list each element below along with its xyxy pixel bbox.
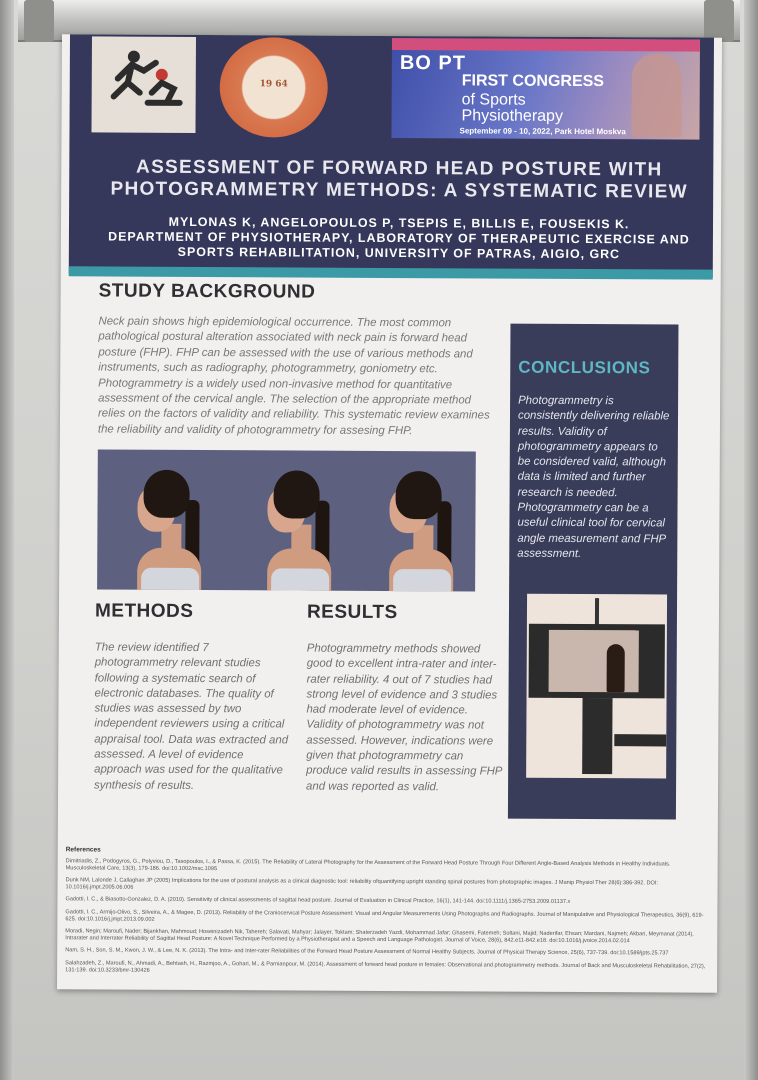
results-heading: RESULTS <box>306 601 398 624</box>
seal-year: 19 64 <box>259 79 288 90</box>
methods-text: The review identified 7 photogrammetry relevant studies following a systematic search of electronic databases. The quality of studies was assessed by two independent reviewers using a critical appraisal tool. Data was extracted and assessed. A level of evidence approach was used for the qualitative synthesis of results. <box>94 641 289 792</box>
poster <box>57 34 722 992</box>
authors-block <box>89 214 709 262</box>
reference-item: Moradi, Negin; Maroufi, Nader; Bijankhan, Mahmoud; Hoseinizadeh Nik, Tahereh; Salavati, Mahyar; Jalayer, Toktam; Shaterzadeh Yazdi, Mohammad Jafar; Ghasemi, Fatemeh; Soltani, Majid; Naderifar, Ehsan; Mardani, Najmeh; Akbari, Meymanat (2014). Intrarater and Interrater Reliability of Sagittal Head Posture: A Novel Technique Performed by a Physiotherapist and a Speech and Language Pathologist. Journal of Voice, 28(6), 842.e11-842.e18. doi:10.1016/j.jvoice.2014.02.014 <box>65 928 694 945</box>
results-text: Photogrammetry methods showed good to excellent intra-rater and inter-rater reliability. 4 out of 7 studies had strong level of evidence and 3 studies had moderate level of evidence. Validity of photogrammetry was not assessed. However, indications were given that photogrammetry can produce valid results in assessing FHP and was reported as valid. <box>306 642 503 793</box>
congress-title-line1: FIRST CONGRESS <box>461 72 605 91</box>
rail-cap-left <box>24 0 54 42</box>
lab-logo <box>91 36 196 133</box>
conclusions-heading: CONCLUSIONS <box>518 357 651 378</box>
reference-item: Dimitriadis, Z., Podogyros, G., Polyviou, D., Tasopoulos, I., & Passa, K. (2015). The Reliability of Lateral Photography for the Assessment of the Forward Head Posture Through Four Different Angle-Based Analysis Methods in Healthy Individuals. Musculoskeletal Care, 13(3), 179-186. doi:10.1002/msc.1095 <box>65 858 671 872</box>
conclusions-panel <box>508 324 679 820</box>
subject-figure-1 <box>115 470 216 592</box>
authors-line2: DEPARTMENT OF PHYSIOTHERAPY, LABORATORY OF THERAPEUTIC EXERCISE AND <box>108 229 690 247</box>
title-line2: PHOTOGRAMMETRY METHODS: A SYSTEMATIC REVIEW <box>110 178 688 203</box>
authors-line1: MYLONAS K, ANGELOPOULOS P, TSEPIS E, BILLIS E, FOUSEKIS K. <box>168 214 630 232</box>
banner-figure <box>631 53 681 137</box>
poster-header <box>69 34 714 277</box>
congress-logo: BO PT <box>399 52 467 75</box>
reference-item: Gadotti, I. C., Armijo-Olivo, S., Silveira, A., & Magee, D. (2013). Reliability of the Craniocervical Posture Assessment: Visual and Angular Measurements Using Photographs and Radiographs. Journal of Manipulative and Physiological Therapeutics, 36(9), 619-625. doi:10.1016/j.jmpt.2013.09.002 <box>65 909 704 923</box>
congress-title-line3: Physiotherapy <box>461 107 564 125</box>
rail-cap-right <box>704 0 734 42</box>
subject-figure-3 <box>367 471 468 592</box>
references-heading: References <box>65 846 101 854</box>
congress-banner <box>391 38 700 140</box>
background-heading: STUDY BACKGROUND <box>98 280 316 303</box>
header-accent-strip <box>69 266 713 279</box>
reference-item: Dunk NM, Lalonde J, Callaghan JP (2005) Implications for the use of postural analysis as a clinical diagnostic tool: reliability ofquantifying upright standing spinal postures from photographic images. J Manip Physiol Ther 28(6):386-392. DOI: 10.1016/j.jmpt.2005.06.006 <box>65 877 659 891</box>
conclusions-text: Photogrammetry is consistently delivering reliable results. Validity of photogrammetry appears to be considered valid, although data is limited and further research is needed. Photogrammetry can be a useful clinical tool for cervical angle measurement and FHP assessment. <box>517 394 670 560</box>
congress-title-line2: of Sports <box>461 91 526 109</box>
subject-figure-2 <box>245 470 346 591</box>
photogrammetry-device-photo <box>526 594 667 779</box>
authors-line3: SPORTS REHABILITATION, UNIVERSITY OF PATRAS, AIGIO, GRC <box>177 244 621 262</box>
reference-item: Nam, S. H., Son, S. M., Kwon, J. W., & Lee, N. K. (2013). The Intra- and Inter-rater Reliabilities of the Forward Head Posture Assessment of Normal Healthy Subjects. Journal of Physical Therapy Science, 25(6), 737-739. doi:10.1589/jpts.25.737 <box>65 947 669 957</box>
university-seal <box>219 37 328 138</box>
congress-date: September 09 - 10, 2022, Park Hotel Moskva <box>459 126 626 137</box>
athlete-icon <box>104 48 184 108</box>
poster-title <box>89 156 709 203</box>
background-text: Neck pain shows high epidemiological occurrence. The most common pathological postural alteration associated with neck pain is forward head posture (FHP). FHP can be assessed with the use of various methods and instruments, such as radiography, photogrammetry, goniometry etc. Photogrammetry is a widely used non-invasive method for quantitative assessment of the cervical angle. The selection of the appropriate method relies on the factors of validity and reliability. This systematic review examines the reliability and validity of photogrammetry for assesing FHP. <box>97 315 490 437</box>
reference-item: Salahzadeh, Z., Maroufi, N., Ahmadi, A., Behtash, H., Razmjoo, A., Gohari, M., & Parnianpour, M. (2014). Assessment of forward head posture in females: Observational and photogrammetry methods. Journal of Back and Musculoskeletal Rehabilitation, 27(2), 131-139. doi:10.3233/bmr-130426 <box>65 960 706 974</box>
reference-item: Gadotti, I. C., & Biasotto-Gonzalez, D. A. (2010). Sensitivity of clinical assessments of sagittal head posture. Journal of Evaluation in Clinical Practice, 16(1), 141-144. doi:10.1111/j.1365-2753.2009.01137.x <box>65 896 571 906</box>
posture-photo <box>97 449 476 591</box>
references-section <box>65 846 711 983</box>
board-frame-right <box>744 0 758 1080</box>
title-line1: ASSESSMENT OF FORWARD HEAD POSTURE WITH <box>136 156 663 181</box>
methods-heading: METHODS <box>94 600 194 622</box>
banner-top-strip <box>392 38 700 52</box>
board-frame-left <box>0 0 14 1080</box>
